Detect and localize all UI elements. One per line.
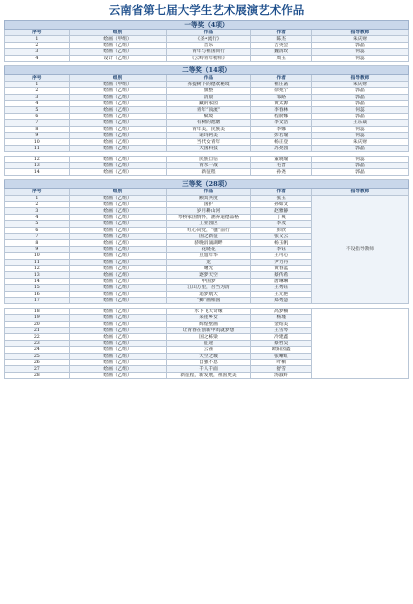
- cell-author: 邹路: [251, 94, 312, 100]
- cell-work: 国之栋梁: [166, 334, 251, 340]
- cell-teacher: 郭晶: [312, 42, 409, 48]
- cell-group: 绘画（乙组）: [69, 42, 166, 48]
- cell-author: 汤淑纤: [251, 372, 312, 378]
- cell-no: 7: [5, 234, 70, 240]
- cell-no: 25: [5, 353, 70, 359]
- cell-work: 曙光: [166, 266, 251, 272]
- cell-work: 国之新征: [166, 234, 251, 240]
- cell-no: 27: [5, 366, 70, 372]
- header-no: 序号: [5, 30, 70, 36]
- cell-no: 23: [5, 340, 70, 346]
- cell-work: 征途: [166, 340, 251, 346]
- cell-no: 2: [5, 42, 70, 48]
- cell-group: 绘画（乙组）: [69, 347, 166, 353]
- cell-author: 张晰虹: [251, 353, 312, 359]
- cell-teacher: 何蕊: [312, 132, 409, 138]
- cell-group: 绘画（甲组）: [69, 81, 166, 87]
- cell-group: 绘画（乙组）: [69, 291, 166, 297]
- cell-work: 藏的家园: [166, 101, 251, 107]
- cell-author: 杨瑾: [251, 315, 312, 321]
- cell-author: 王雪琴: [251, 328, 312, 334]
- cell-no: 2: [5, 202, 70, 208]
- cell-group: 绘画（乙组）: [69, 169, 166, 175]
- cell-work: 自强不息: [166, 359, 251, 365]
- cell-author: 高梦楠: [251, 308, 312, 314]
- cell-no: 1: [5, 195, 70, 201]
- cell-work: 有树的池塘: [166, 120, 251, 126]
- cell-work: 大国科技: [166, 145, 251, 151]
- cell-no: 15: [5, 285, 70, 291]
- cell-author: 祖庄菡: [251, 81, 312, 87]
- cell-group: 绘画（乙组）: [69, 156, 166, 162]
- cell-no: 9: [5, 246, 70, 252]
- cell-author: 金绍美: [251, 321, 312, 327]
- cell-no: 10: [5, 139, 70, 145]
- cell-teacher: 郭晶: [312, 94, 409, 100]
- header-author: 作者: [251, 75, 312, 81]
- cell-work: 让青春在创新中筑就梦想: [166, 328, 251, 334]
- cell-group: 绘画（乙组）: [69, 221, 166, 227]
- header-work: 作品: [166, 75, 251, 81]
- cell-no: 21: [5, 328, 70, 334]
- cell-group: 绘画（甲组）: [69, 36, 166, 42]
- cell-no: 6: [5, 113, 70, 119]
- section-title: 三等奖（28项）: [5, 180, 409, 189]
- cell-group: 绘画（乙组）: [69, 340, 166, 346]
- cell-author: 杨正登: [251, 139, 312, 145]
- cell-work: 新征程，新发展，祖国更美: [166, 372, 251, 378]
- cell-work: 荞提树下的德欢秘境: [166, 81, 251, 87]
- header-teacher: 指导教师: [312, 30, 409, 36]
- cell-teacher: 何蕊: [312, 49, 409, 55]
- cell-teacher: 何蕊: [312, 107, 409, 113]
- cell-author: 王元艳: [251, 291, 312, 297]
- cell-work: 采莲乡女: [166, 315, 251, 321]
- cell-group: 绘画（乙组）: [69, 259, 166, 265]
- cell-group: 绘画（乙组）: [69, 88, 166, 94]
- header-author: 作者: [251, 30, 312, 36]
- cell-author: 毛晋: [251, 163, 312, 169]
- cell-work: 赋境: [166, 113, 251, 119]
- cell-group: 绘画（乙组）: [69, 195, 166, 201]
- cell-author: 尹力丹: [251, 259, 312, 265]
- cell-no: 11: [5, 145, 70, 151]
- cell-author: 孙尧: [251, 169, 312, 175]
- cell-work: 清晨: [166, 94, 251, 100]
- cell-group: 绘画（乙组）: [69, 49, 166, 55]
- cell-work: 青年美，民族美: [166, 126, 251, 132]
- cell-author: 张又云: [251, 234, 312, 240]
- cell-no: 5: [5, 221, 70, 227]
- cell-no: 24: [5, 347, 70, 353]
- cell-work: 辉煌壁画: [166, 321, 251, 327]
- cell-group: 绘画（乙组）: [69, 372, 166, 378]
- header-work: 作品: [166, 30, 251, 36]
- cell-work: 千人千面: [166, 366, 251, 372]
- cell-no: 1: [5, 36, 70, 42]
- cell-no: 17: [5, 297, 70, 303]
- cell-group: 绘画（乙组）: [69, 94, 166, 100]
- cell-teacher: 王东焱: [312, 120, 409, 126]
- page-title: 云南省第七届大学生艺术展演艺术作品: [108, 3, 305, 17]
- cell-group: 设计（乙组）: [69, 55, 166, 61]
- cell-group: 绘画（乙组）: [69, 107, 166, 113]
- cell-author: 苏亮园: [251, 145, 312, 151]
- header-no: 序号: [5, 189, 70, 195]
- cell-author: 叶桐: [251, 359, 312, 365]
- cell-no: 18: [5, 308, 70, 314]
- cell-work: 国护: [166, 202, 251, 208]
- section-title: 一等奖（4项）: [5, 21, 409, 30]
- cell-group: 绘画（乙组）: [69, 113, 166, 119]
- cell-author: 冷建鑫: [251, 334, 312, 340]
- cell-work: 民族自信: [166, 156, 251, 162]
- header-no: 序号: [5, 75, 70, 81]
- cell-work: 龙: [166, 259, 251, 265]
- cell-work: 青水一战: [166, 163, 251, 169]
- cell-author: 李茂: [251, 221, 312, 227]
- cell-author: 赵雅静: [251, 208, 312, 214]
- teacher-blank: [312, 308, 409, 378]
- cell-author: 王秀钰: [251, 285, 312, 291]
- cell-group: 绘画（乙组）: [69, 163, 166, 169]
- cell-no: 28: [5, 372, 70, 378]
- cell-work: 当代女青年: [166, 139, 251, 145]
- cell-work: 青年与祖国同行: [166, 49, 251, 55]
- cell-work: 豆蔻年华: [166, 253, 251, 259]
- cell-no: 1: [5, 81, 70, 87]
- cell-group: 绘画（乙组）: [69, 253, 166, 259]
- cell-no: 20: [5, 321, 70, 327]
- cell-group: 绘画（乙组）: [69, 101, 166, 107]
- cell-work: 中国梦: [166, 278, 251, 284]
- cell-author: 黄太源: [251, 101, 312, 107]
- cell-group: 绘画（乙组）: [69, 126, 166, 132]
- cell-no: 4: [5, 214, 70, 220]
- cell-group: 绘画（乙组）: [69, 321, 166, 327]
- cell-group: 绘画（乙组）: [69, 139, 166, 145]
- cell-group: 绘画（乙组）: [69, 285, 166, 291]
- cell-work: 天空之城: [166, 353, 251, 359]
- cell-group: 绘画（乙组）: [69, 315, 166, 321]
- cell-author: 李钰: [251, 246, 312, 252]
- cell-teacher: 郭晶: [312, 101, 409, 107]
- header-teacher: 指导教师: [312, 75, 409, 81]
- cell-no: 3: [5, 49, 70, 55]
- cell-group: 绘画（乙组）: [69, 227, 166, 233]
- cell-teacher: 朱庆财: [312, 36, 409, 42]
- cell-work: 岁月耕山河: [166, 208, 251, 214]
- awards-table-body: [5, 21, 409, 379]
- cell-author: 李娜: [251, 126, 312, 132]
- cell-author: 舒雪: [251, 366, 312, 372]
- cell-author: 郑秀慧: [251, 297, 312, 303]
- cell-teacher: 郭晶: [312, 113, 409, 119]
- cell-group: 绘画（乙组）: [69, 246, 166, 252]
- cell-no: 14: [5, 278, 70, 284]
- cell-author: 丁爽: [251, 214, 312, 220]
- cell-group: 绘画（乙组）: [69, 202, 166, 208]
- cell-no: 5: [5, 107, 70, 113]
- cell-no: 19: [5, 315, 70, 321]
- cell-no: 3: [5, 208, 70, 214]
- cell-no: 14: [5, 169, 70, 175]
- cell-author: 吉英会: [251, 42, 312, 48]
- cell-work: 琴桥家国情怀，涵养道德品格: [166, 214, 251, 220]
- cell-no: 16: [5, 291, 70, 297]
- page: [4, 4, 409, 379]
- cell-group: 绘画（乙组）: [69, 240, 166, 246]
- cell-author: 陈杰: [251, 36, 312, 42]
- header-group: 组别: [69, 189, 166, 195]
- cell-author: 蔡哲昊: [251, 340, 312, 346]
- cell-author: 唐琳琳: [251, 278, 312, 284]
- cell-teacher: 何蕊: [312, 156, 409, 162]
- cell-group: 绘画（乙组）: [69, 120, 166, 126]
- cell-group: 绘画（乙组）: [69, 328, 166, 334]
- cell-group: 绘画（乙组）: [69, 278, 166, 284]
- cell-author: 彭若瑜: [251, 132, 312, 138]
- cell-work: 水下飞天奇缘: [166, 308, 251, 314]
- no-teacher-note: 不设指导教师: [312, 195, 409, 304]
- cell-author: 杨玉帆: [251, 240, 312, 246]
- cell-group: 绘画（乙组）: [69, 308, 166, 314]
- cell-group: 绘画（乙组）: [69, 132, 166, 138]
- cell-teacher: 郭晶: [312, 145, 409, 151]
- cell-no: 22: [5, 334, 70, 340]
- cell-work: 逐梦天空: [166, 272, 251, 278]
- cell-work: 花晓花: [166, 246, 251, 252]
- cell-work: 青年“顶流”: [166, 107, 251, 113]
- cell-work: 额冥共度: [166, 195, 251, 201]
- cell-no: 13: [5, 272, 70, 278]
- section-header: [5, 66, 409, 75]
- header-group: 组别: [69, 75, 166, 81]
- cell-work: 旗整: [166, 88, 251, 94]
- header-author: 作者: [251, 189, 312, 195]
- cell-author: 彭欣: [251, 227, 312, 233]
- cell-author: 蔡传希: [251, 272, 312, 278]
- cell-work: 新征程: [166, 169, 251, 175]
- cell-no: 3: [5, 94, 70, 100]
- cell-no: 4: [5, 55, 70, 61]
- section-header: [5, 21, 409, 30]
- cell-group: 绘画（乙组）: [69, 353, 166, 359]
- header-teacher: 指导教师: [312, 189, 409, 195]
- cell-group: 绘画（乙组）: [69, 266, 166, 272]
- cell-no: 12: [5, 266, 70, 272]
- section-title: 二等奖（14项）: [5, 66, 409, 75]
- cell-group: 绘画（乙组）: [69, 214, 166, 220]
- cell-no: 12: [5, 156, 70, 162]
- cell-work: 工业园区: [166, 221, 251, 227]
- cell-work: 《圣•流行》: [166, 36, 251, 42]
- cell-author: 徐苑宁: [251, 88, 312, 94]
- cell-no: 9: [5, 132, 70, 138]
- cell-author: 周玉: [251, 55, 312, 61]
- cell-teacher: 何蕊: [312, 55, 409, 61]
- cell-group: 绘画（乙组）: [69, 334, 166, 340]
- cell-no: 2: [5, 88, 70, 94]
- cell-teacher: 郭晶: [312, 88, 409, 94]
- header-group: 组别: [69, 30, 166, 36]
- cell-author: 欧阳园鑫: [251, 347, 312, 353]
- cell-work: 红心向党，“毽”前行: [166, 227, 251, 233]
- cell-work: 江山万里，吾当为清: [166, 285, 251, 291]
- cell-author: 张玉: [251, 195, 312, 201]
- cell-work: 追梦航天: [166, 291, 251, 297]
- cell-group: 绘画（乙组）: [69, 234, 166, 240]
- cell-teacher: 何蕊: [312, 126, 409, 132]
- cell-group: 绘画（乙组）: [69, 208, 166, 214]
- cell-no: 7: [5, 120, 70, 126]
- cell-no: 6: [5, 227, 70, 233]
- cell-no: 8: [5, 126, 70, 132]
- cell-teacher: 郭晶: [312, 163, 409, 169]
- cell-group: 绘画（乙组）: [69, 272, 166, 278]
- section-header: [5, 180, 409, 189]
- cell-work: “狮”画相国: [166, 297, 251, 303]
- cell-teacher: 朱庆财: [312, 81, 409, 87]
- cell-teacher: 郭晶: [312, 169, 409, 175]
- header-work: 作品: [166, 189, 251, 195]
- cell-teacher: 朱庆财: [312, 139, 409, 145]
- cell-author: 李文浩: [251, 120, 312, 126]
- cell-author: 魏清玫: [251, 49, 312, 55]
- cell-no: 13: [5, 163, 70, 169]
- cell-no: 8: [5, 240, 70, 246]
- cell-work: 骄晚涓涌湖畔: [166, 240, 251, 246]
- cell-no: 10: [5, 253, 70, 259]
- cell-group: 绘画（乙组）: [69, 366, 166, 372]
- cell-author: 孙如文: [251, 202, 312, 208]
- cell-author: 程俞娜: [251, 113, 312, 119]
- cell-author: 李春林: [251, 107, 312, 113]
- awards-table: [4, 20, 409, 379]
- cell-work: 诺玛阿美: [166, 132, 251, 138]
- cell-no: 26: [5, 359, 70, 365]
- cell-author: 董晓瑜: [251, 156, 312, 162]
- cell-author: 黄春蓝: [251, 266, 312, 272]
- cell-work: 《云岭青年榜样》: [166, 55, 251, 61]
- cell-no: 4: [5, 101, 70, 107]
- cell-group: 绘画（乙组）: [69, 359, 166, 365]
- cell-group: 绘画（乙组）: [69, 297, 166, 303]
- cell-work: 音乐: [166, 42, 251, 48]
- cell-no: 11: [5, 259, 70, 265]
- cell-group: 绘画（乙组）: [69, 145, 166, 151]
- cell-author: 王可心: [251, 253, 312, 259]
- cell-work: 云雀: [166, 347, 251, 353]
